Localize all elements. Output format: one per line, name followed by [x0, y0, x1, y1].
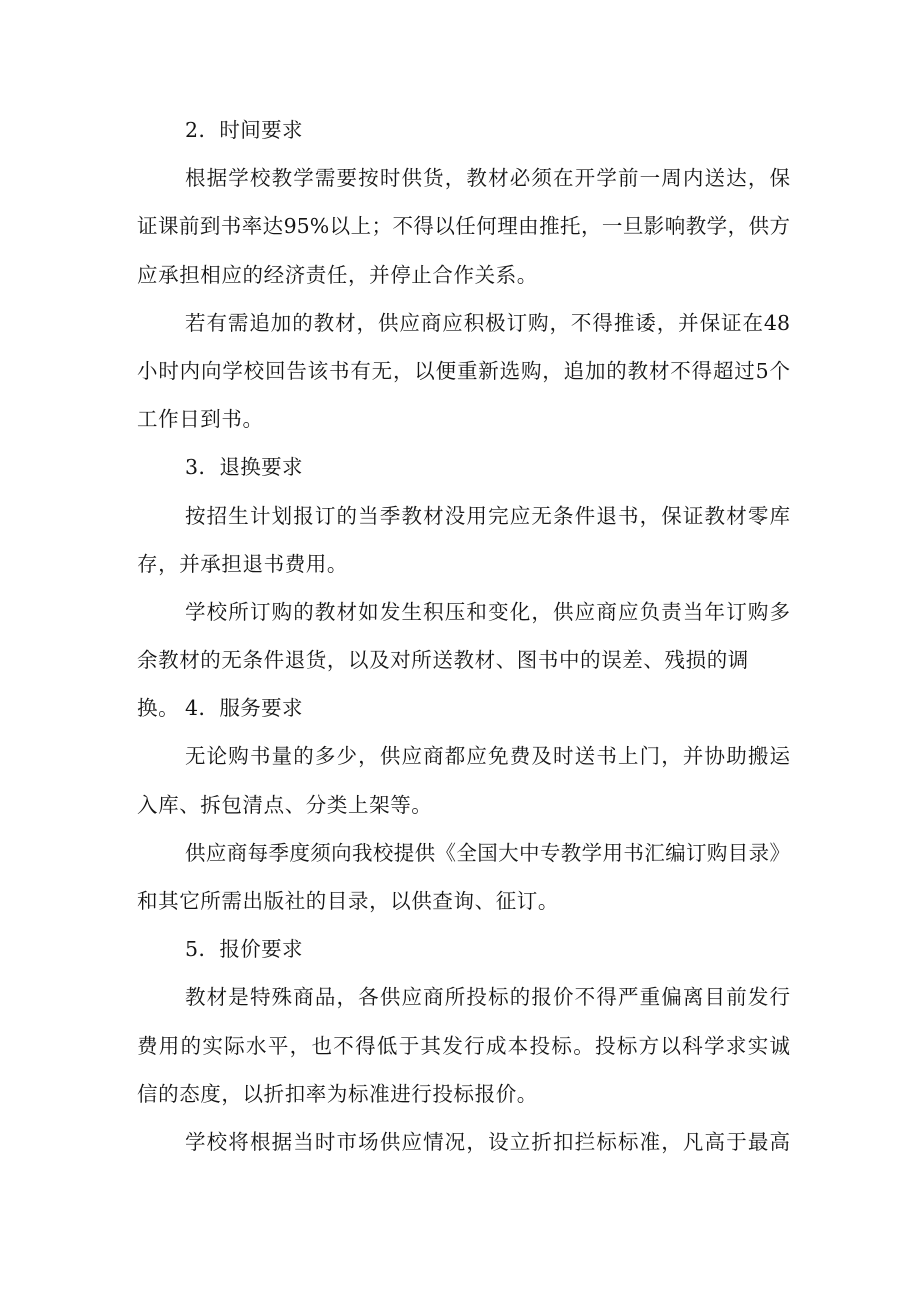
paragraph-delivery-schedule	[137, 154, 790, 299]
paragraph-line: 根据学校教学需要按时供货，教材必须在开学前一周内送达，保	[185, 166, 790, 191]
paragraph-line: 证课前到书率达95%以上；不得以任何理由推托，一旦影响教学，供方	[137, 214, 790, 239]
paragraph-line: 余教材的无条件退货，以及对所送教材、图书中的误差、残损的调换。	[137, 648, 749, 721]
paragraph-line: 应承担相应的经济责任，并停止合作关系。	[137, 262, 538, 287]
paragraph-line: 费用的实际水平，也不得低于其发行成本投标。投标方以科学求实诚	[137, 1033, 790, 1058]
section-heading-time-requirements: 2．时间要求	[185, 118, 303, 142]
paragraph-pricing-level	[137, 973, 790, 1118]
document-body	[137, 106, 790, 1166]
section-heading-returns: 3．退换要求	[185, 455, 303, 480]
paragraph-line: 存，并承担退书费用。	[137, 551, 348, 576]
paragraph-line: 学校将根据当时市场供应情况，设立折扣拦标标准，凡高于最高	[185, 1129, 790, 1154]
paragraph-discount-cap	[137, 1118, 790, 1166]
paragraph-line: 入库、拆包清点、分类上架等。	[137, 792, 433, 817]
paragraph-line: 信的态度，以折扣率为标准进行投标报价。	[137, 1081, 538, 1106]
section-heading-quotation: 5．报价要求	[185, 937, 303, 962]
paragraph-additional-orders	[137, 299, 790, 444]
paragraph-line: 按招生计划报订的当季教材没用完应无条件退书，保证教材零库	[185, 503, 790, 528]
section-heading-service: 4．服务要求	[185, 696, 303, 721]
paragraph-line: 学校所订购的教材如发生积压和变化，供应商应负责当年订购多	[185, 599, 790, 624]
paragraph-free-delivery	[137, 732, 790, 828]
paragraph-line: 若有需追加的教材，供应商应积极订购，不得推诿，并保证在48	[185, 310, 790, 335]
paragraph-unconditional-returns	[137, 492, 790, 588]
paragraph-line: 工作日到书。	[137, 407, 264, 432]
paragraph-line: 无论购书量的多少，供应商都应免费及时送书上门，并协助搬运	[185, 744, 790, 769]
paragraph-catalog-supply	[137, 829, 790, 925]
paragraph-line: 教材是特殊商品，各供应商所投标的报价不得严重偏离目前发行	[185, 985, 790, 1010]
paragraph-line: 和其它所需出版社的目录，以供查询、征订。	[137, 889, 559, 913]
paragraph-line: 供应商每季度须向我校提供《全国大中专教学用书汇编订购目录》	[185, 840, 790, 865]
paragraph-line: 小时内向学校回告该书有无，以便重新选购，追加的教材不得超过5个	[137, 358, 790, 383]
